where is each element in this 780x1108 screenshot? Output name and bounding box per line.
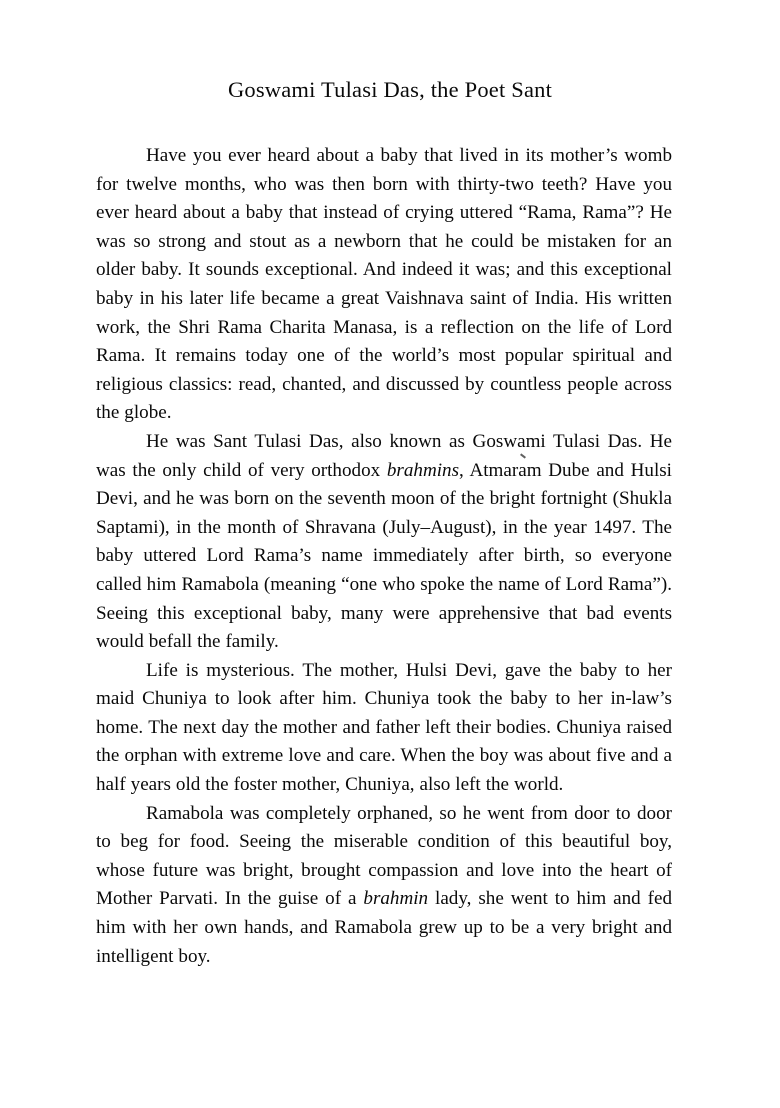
text-run: Ramabola was completely orphaned, so he went from door to door to beg for food. Seeing the miserable condition of this beautiful boy, whose future was bright, brought compassion and love into the heart of Mother Parvati. In the guise of a	[96, 802, 672, 910]
page-title: Goswami Tulasi Das, the Poet Sant	[227, 77, 553, 102]
paragraph-3	[96, 657, 672, 800]
text-run: He was Sant Tulasi Das, also known as Goswami Tulasi Das. He was the only child of very orthodox	[96, 430, 672, 481]
text-run: , Atmaram Dube and Hulsi Devi, and he was born on the seventh moon of the bright fortnight (Shukla Saptami), in the month of Shravana (July–August), in the year 1497. The baby uttered Lord Rama’s name immediately after birth, so everyone called him Ramabola (meaning “one who spoke the name of Lord Rama”). Seeing this exceptional baby, many were apprehensive that bad events would befall the family.	[96, 459, 672, 653]
italic-term: brahmin	[363, 888, 429, 910]
paragraph-4	[96, 800, 672, 972]
paragraph-1	[96, 142, 672, 428]
paragraph-2	[96, 428, 672, 657]
body-text-block	[96, 142, 672, 971]
italic-term: brahmins	[386, 459, 460, 481]
text-run: Have you ever heard about a baby that lived in its mother’s womb for twelve months, who was then born with thirty-two teeth? Have you ever heard about a baby that instead of crying uttered “Rama, Rama”? He was so strong and stout as a newborn that he could be mistaken for an older baby. It sounds exceptional. And indeed it was; and this exceptional baby in his later life became a great Vaishnava saint of India. His written work, the Shri Rama Charita Manasa, is a reflection on the life of Lord Rama. It remains today one of the world’s most popular spiritual and religious classics: read, chanted, and discussed by countless people across the globe.	[96, 145, 672, 424]
text-run: Life is mysterious. The mother, Hulsi Devi, gave the baby to her maid Chuniya to look after him. Chuniya took the baby to her in-law’s home. The next day the mother and father left their bodies. Chuniya raised the orphan with extreme love and care. When the boy was about five and a half years old the foster mother, Chuniya, also left the world.	[96, 659, 672, 796]
text-run: lady, she went to him and fed him with her own hands, and Ramabola grew up to be a very bright and intelligent boy.	[96, 888, 672, 967]
